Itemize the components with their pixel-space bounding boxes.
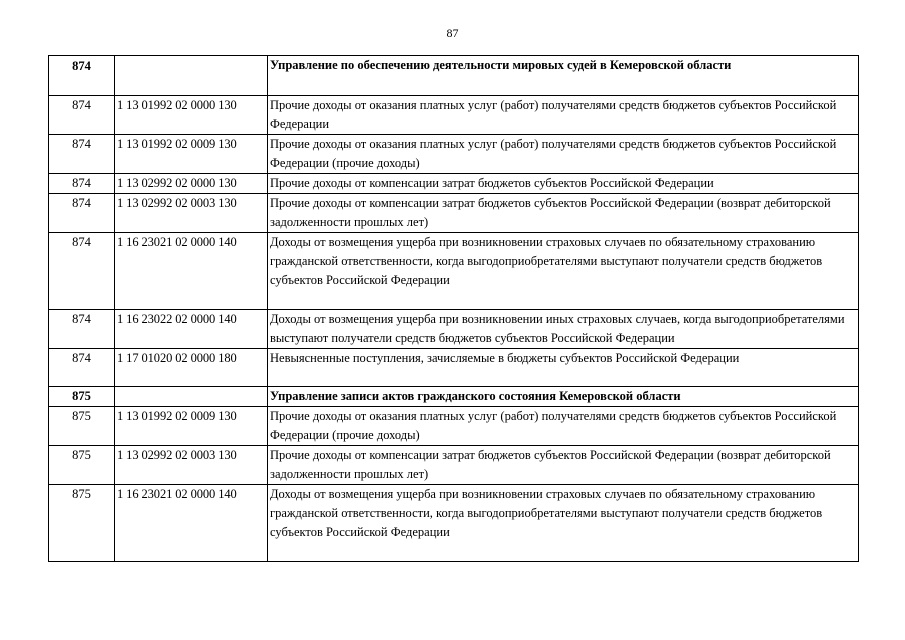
revenue-description: Доходы от возмещения ущерба при возникновении иных страховых случаев, когда выгодоприобретателями выступают получатели средств бюджетов субъектов Российской Федерации [268, 310, 859, 349]
administrator-code: 874 [49, 56, 115, 96]
revenue-codes-table [48, 55, 859, 562]
revenue-description: Невыясненные поступления, зачисляемые в бюджеты субъектов Российской Федерации [268, 349, 859, 387]
section-header-row [49, 387, 859, 407]
administrator-code: 874 [49, 349, 115, 387]
table-row [49, 96, 859, 135]
revenue-description: Прочие доходы от компенсации затрат бюджетов субъектов Российской Федерации (возврат дебиторской задолженности прошлых лет) [268, 194, 859, 233]
page-number: 87 [446, 26, 459, 40]
administrator-code: 874 [49, 96, 115, 135]
table-row [49, 174, 859, 194]
revenue-description: Прочие доходы от компенсации затрат бюджетов субъектов Российской Федерации (возврат дебиторской задолженности прошлых лет) [268, 446, 859, 485]
administrator-code: 875 [49, 485, 115, 562]
table-row [49, 407, 859, 446]
table-row [49, 233, 859, 310]
revenue-description: Прочие доходы от компенсации затрат бюджетов субъектов Российской Федерации [268, 174, 859, 194]
revenue-description: Доходы от возмещения ущерба при возникновении страховых случаев по обязательному страхованию гражданской ответственности, когда выгодоприобретателями выступают получатели средств бюджетов субъектов Российской Федерации [268, 233, 859, 310]
revenue-code: 1 13 02992 02 0003 130 [115, 194, 268, 233]
revenue-description: Прочие доходы от оказания платных услуг (работ) получателями средств бюджетов субъектов Российской Федерации (прочие доходы) [268, 407, 859, 446]
table-row [49, 446, 859, 485]
revenue-description: Доходы от возмещения ущерба при возникновении страховых случаев по обязательному страхованию гражданской ответственности, когда выгодоприобретателями выступают получатели средств бюджетов субъектов Российской Федерации [268, 485, 859, 562]
revenue-code: 1 13 02992 02 0000 130 [115, 174, 268, 194]
administrator-code: 874 [49, 233, 115, 310]
revenue-description: Прочие доходы от оказания платных услуг (работ) получателями средств бюджетов субъектов Российской Федерации (прочие доходы) [268, 135, 859, 174]
revenue-code: 1 13 02992 02 0003 130 [115, 446, 268, 485]
revenue-code: 1 13 01992 02 0009 130 [115, 407, 268, 446]
administrator-code: 874 [49, 135, 115, 174]
table-row [49, 485, 859, 562]
administrator-code: 875 [49, 407, 115, 446]
table-row [49, 349, 859, 387]
revenue-code [115, 56, 268, 96]
section-title: Управление записи актов гражданского состояния Кемеровской области [268, 387, 859, 407]
revenue-code: 1 16 23021 02 0000 140 [115, 233, 268, 310]
administrator-code: 874 [49, 174, 115, 194]
table-row [49, 310, 859, 349]
administrator-code: 875 [49, 387, 115, 407]
revenue-code: 1 16 23022 02 0000 140 [115, 310, 268, 349]
section-title: Управление по обеспечению деятельности мировых судей в Кемеровской области [268, 56, 859, 96]
table-row [49, 135, 859, 174]
table-row [49, 194, 859, 233]
revenue-code: 1 17 01020 02 0000 180 [115, 349, 268, 387]
revenue-code: 1 13 01992 02 0009 130 [115, 135, 268, 174]
section-header-row [49, 56, 859, 96]
administrator-code: 874 [49, 310, 115, 349]
revenue-description: Прочие доходы от оказания платных услуг (работ) получателями средств бюджетов субъектов Российской Федерации [268, 96, 859, 135]
administrator-code: 875 [49, 446, 115, 485]
revenue-code [115, 387, 268, 407]
revenue-code: 1 16 23021 02 0000 140 [115, 485, 268, 562]
administrator-code: 874 [49, 194, 115, 233]
revenue-code: 1 13 01992 02 0000 130 [115, 96, 268, 135]
